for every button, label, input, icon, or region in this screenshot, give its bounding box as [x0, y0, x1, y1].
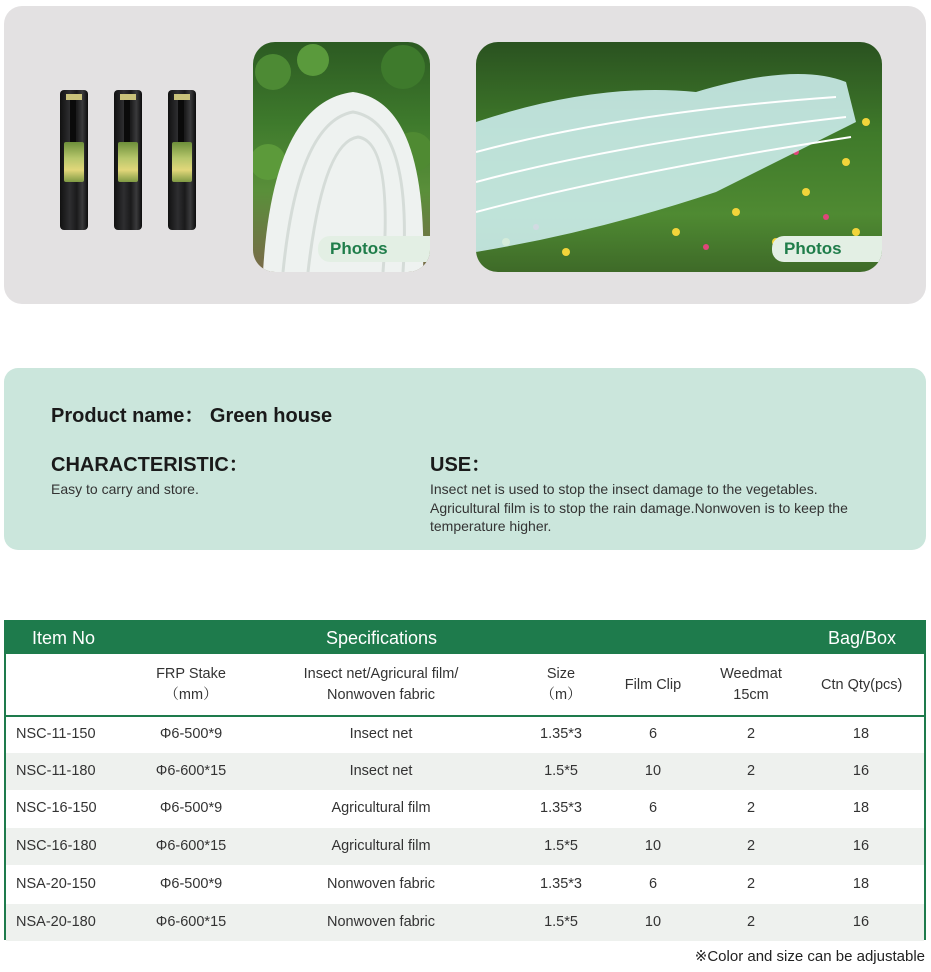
ctn-qty-cell: 18	[852, 876, 870, 892]
characteristic-text: Easy to carry and store.	[51, 481, 199, 497]
weedmat-cell: 2	[746, 876, 756, 892]
use-text: Insect net is used to stop the insect damage to the vegetables. Agricultural film is to stop the rain damage.Nonwoven is to keep the temperature higher.	[430, 481, 848, 534]
frp-stake-cell: Φ6-600*15	[155, 914, 227, 930]
nonwoven-tunnel-photo	[253, 42, 430, 272]
photo-tag: Photos	[318, 236, 430, 262]
table-row	[6, 716, 924, 753]
cover-material-header: Insect net/Agricural film/ Nonwoven fabric	[303, 666, 459, 703]
film-clip-cell: 10	[644, 914, 662, 930]
adjustable-note: ※Color and size can be adjustable	[694, 948, 925, 965]
table-header	[6, 622, 924, 654]
weedmat-cell: 2	[746, 914, 756, 930]
ctn-qty-cell: 18	[852, 726, 870, 742]
ctn-qty-cell: 16	[852, 914, 870, 930]
ctn-qty-header: Ctn Qty(pcs)	[821, 677, 903, 693]
characteristic-heading: CHARACTERISTIC：	[51, 454, 249, 476]
product-package-image	[60, 90, 88, 230]
ctn-qty-cell: 16	[852, 838, 870, 854]
weedmat-cell: 2	[746, 800, 756, 816]
cover-material-cell: Nonwoven fabric	[327, 876, 435, 892]
photo-tag: Photos	[772, 236, 882, 262]
size-cell: 1.35*3	[540, 800, 582, 816]
frp-stake-header: FRP Stake （mm）	[156, 666, 226, 703]
size-cell: 1.35*3	[540, 876, 582, 892]
item-no-cell: NSC-11-150	[16, 726, 96, 742]
frp-stake-cell: Φ6-500*9	[159, 726, 223, 742]
product-package-image	[168, 90, 196, 230]
film-clip-cell: 6	[648, 876, 658, 892]
cover-material-cell: Insect net	[349, 726, 413, 742]
product-package-image	[114, 90, 142, 230]
cover-material-cell: Nonwoven fabric	[327, 914, 435, 930]
item-no-cell: NSC-16-180	[16, 838, 97, 854]
specifications-header: Specifications	[326, 628, 438, 648]
item-no-cell: NSC-16-150	[16, 800, 97, 816]
film-clip-cell: 10	[644, 838, 662, 854]
table-row	[6, 866, 924, 903]
film-clip-cell: 10	[644, 763, 662, 779]
product-name: Product name： Green house	[51, 405, 333, 427]
ctn-qty-cell: 16	[852, 763, 870, 779]
weedmat-cell: 2	[746, 726, 756, 742]
product-info-panel	[4, 368, 926, 550]
frp-stake-cell: Φ6-600*15	[155, 763, 227, 779]
ctn-qty-cell: 18	[852, 800, 870, 816]
film-clip-cell: 6	[648, 800, 658, 816]
weedmat-cell: 2	[746, 763, 756, 779]
cover-material-cell: Agricultural film	[331, 800, 431, 816]
item-no-cell: NSA-20-180	[16, 914, 96, 930]
size-header: Size （m）	[540, 666, 582, 703]
size-cell: 1.5*5	[544, 914, 578, 930]
bag-box-header: Bag/Box	[828, 628, 897, 648]
frp-stake-cell: Φ6-500*9	[159, 876, 223, 892]
item-no-cell: NSA-20-150	[16, 876, 96, 892]
table-row	[6, 790, 924, 827]
weedmat-cell: 2	[746, 838, 756, 854]
insect-net-tunnel-photo	[476, 42, 882, 272]
column-headers	[6, 654, 924, 717]
spec-table	[4, 620, 926, 940]
size-cell: 1.35*3	[540, 726, 582, 742]
table-row	[6, 753, 924, 790]
item-no-cell: NSC-11-180	[16, 763, 96, 779]
table-row	[6, 828, 924, 865]
size-cell: 1.5*5	[544, 838, 578, 854]
film-clip-header: Film Clip	[624, 677, 682, 693]
weedmat-header: Weedmat 15cm	[720, 666, 782, 703]
frp-stake-cell: Φ6-500*9	[159, 800, 223, 816]
size-cell: 1.5*5	[544, 763, 578, 779]
cover-material-cell: Insect net	[349, 763, 413, 779]
table-row	[6, 904, 924, 941]
film-clip-cell: 6	[648, 726, 658, 742]
cover-material-cell: Agricultural film	[331, 838, 431, 854]
frp-stake-cell: Φ6-600*15	[155, 838, 227, 854]
use-heading: USE：	[430, 454, 492, 476]
item-no-header: Item No	[32, 628, 96, 648]
